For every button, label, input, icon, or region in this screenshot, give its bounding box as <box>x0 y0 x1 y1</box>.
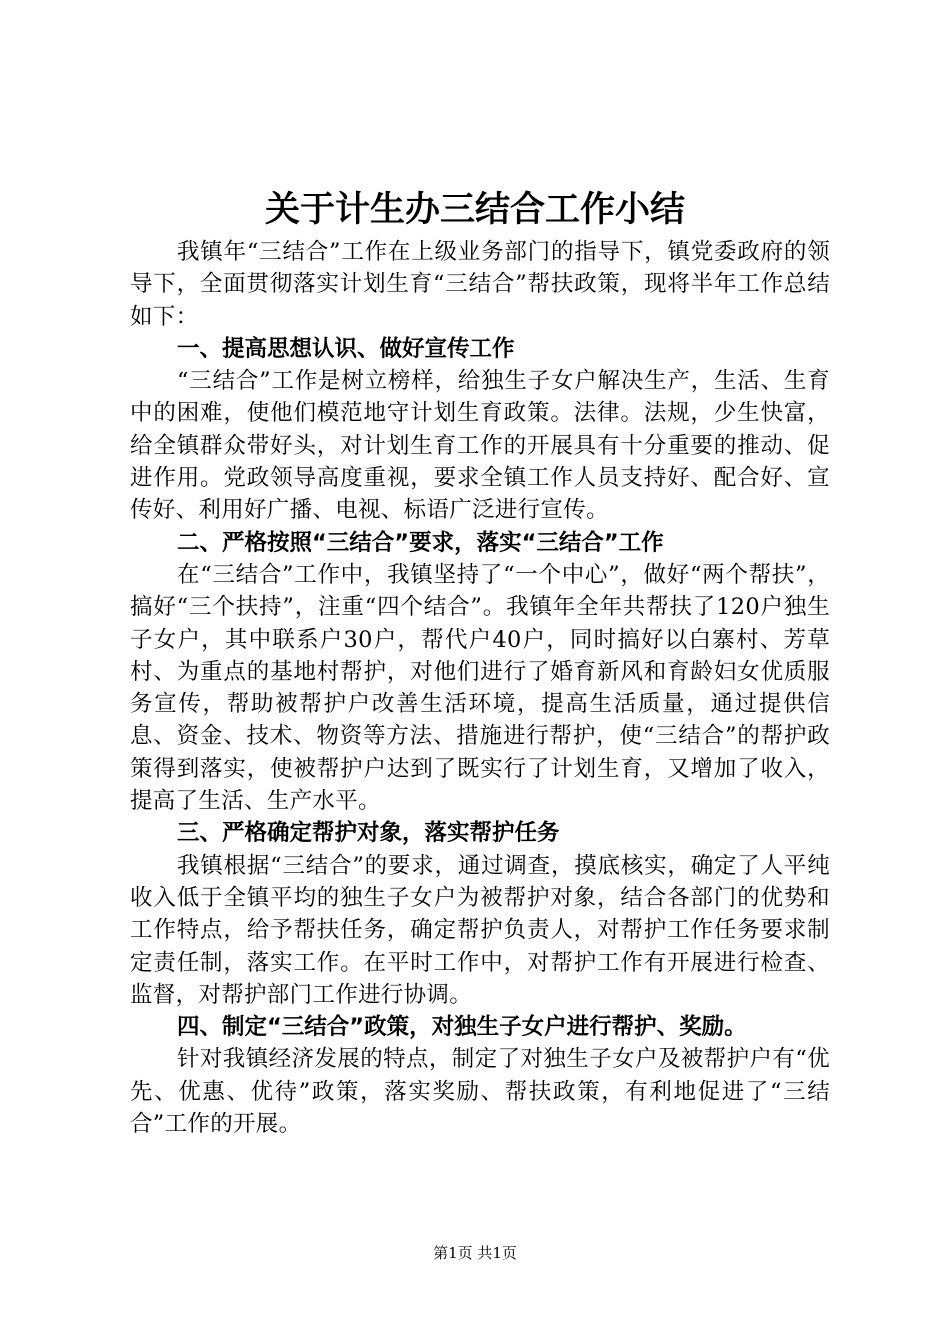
section-4-heading: 四、制定“三结合”政策，对独生子女户进行帮护、奖励。 <box>177 1014 747 1041</box>
section-4-paragraph: 针对我镇经济发展的特点，制定了对独生子女户及被帮护户有“优先、优惠、优待”政策，落实奖励、帮扶政策，有利地促进了“三结合”工作的开展。 <box>130 1046 830 1138</box>
section-3-paragraph: 我镇根据“三结合”的要求，通过调查，摸底核实，确定了人平纯收入低于全镇平均的独生子女户为被帮护对象，结合各部门的优势和工作特点，给予帮扶任务，确定帮护负责人，对帮护工作任务要求制定责任制，落实工作。在平时工作中，对帮护工作有开展进行检查、监督，对帮护部门工作进行协调。 <box>130 852 830 1008</box>
section-2-paragraph: 在“三结合”工作中，我镇坚持了“一个中心”，做好“两个帮扶”，搞好“三个扶持”，注重“四个结合”。我镇年全年共帮扶了120户独生子女户，其中联系户30户，帮代户40户，同时搞好以白寨村、芳草村、为重点的基地村帮护，对他们进行了婚育新风和育龄妇女优质服务宣传，帮助被帮护户改善生活环境，提高生活质量，通过提供信息、资金、技术、物资等方法、措施进行帮护，使“三结合”的帮护政策得到落实，使被帮护户达到了既实行了计划生育，又增加了收入，提高了生活、生产水平。 <box>130 561 830 815</box>
intro-paragraph: 我镇年“三结合”工作在上级业务部门的指导下，镇党委政府的领导下，全面贯彻落实计划生育“三结合”帮扶政策，现将半年工作总结如下： <box>130 239 830 330</box>
page-footer: 第1页 共1页 <box>433 1244 517 1262</box>
section-2-heading: 二、严格按照“三结合”要求，落实“三结合”工作 <box>177 529 664 556</box>
section-3-heading: 三、严格确定帮护对象，落实帮护任务 <box>177 820 560 847</box>
document-title: 关于计生办三结合工作小结 <box>264 190 685 230</box>
document-body <box>130 236 830 1140</box>
section-1-paragraph: “三结合”工作是树立榜样，给独生子女户解决生产，生活、生育中的困难，使他们模范地守计划生育政策。法律。法规，少生快富，给全镇群众带好头，对计划生育工作的开展具有十分重要的推动、促进作用。党政领导高度重视，要求全镇工作人员支持好、配合好、宣传好、利用好广播、电视、标语广泛进行宣传。 <box>130 368 830 524</box>
section-1-heading: 一、提高思想认识、做好宣传工作 <box>177 335 515 362</box>
